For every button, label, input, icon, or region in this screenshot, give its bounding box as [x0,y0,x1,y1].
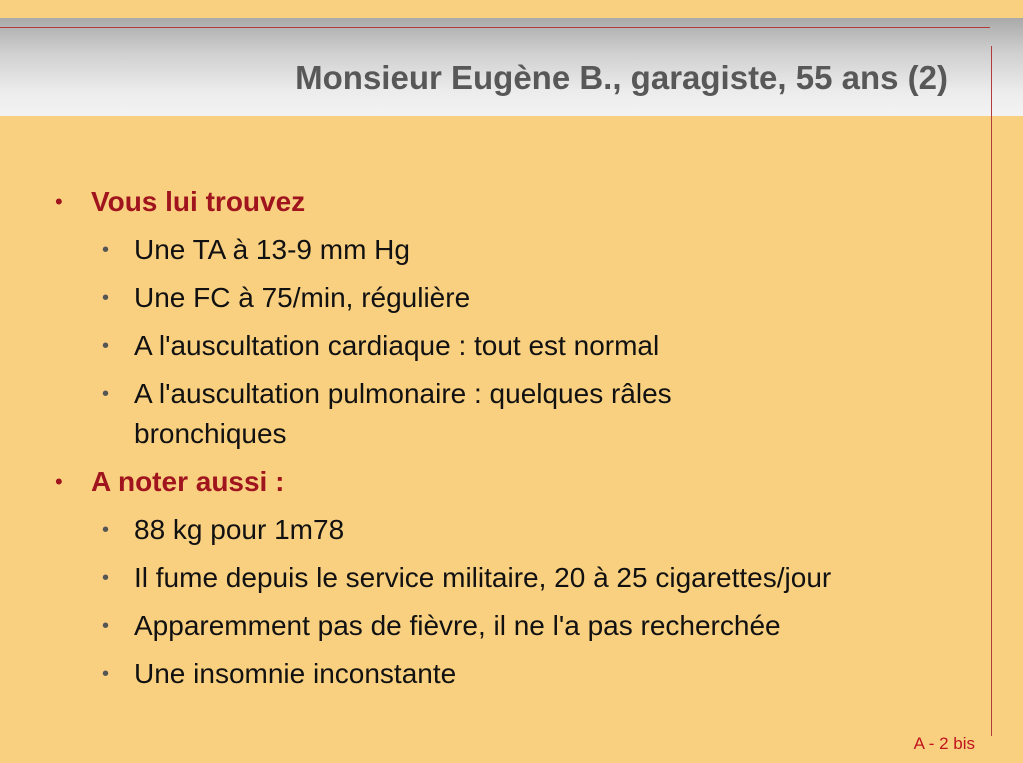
list-item-text: 88 kg pour 1m78 [134,514,345,545]
list-item-text: Une insomnie inconstante [134,658,457,689]
top-strip [0,0,1023,18]
bullet-dot-icon: • [102,567,110,589]
section-heading [0,458,990,506]
list-item-text: Une TA à 13-9 mm Hg [134,234,410,265]
bullet-dot-icon: • [102,663,110,685]
slide-content [0,178,990,698]
list-item [0,554,990,602]
list-item [0,226,990,274]
slide-title: Monsieur Eugène B., garagiste, 55 ans (2) [295,59,948,96]
section-heading [0,178,990,226]
slide-footer-label: A - 2 bis [913,734,975,753]
list-item-text: Apparemment pas de fièvre, il ne l'a pas recherchée [134,610,781,641]
list-item [0,322,990,370]
section-heading-text: A noter aussi : [91,466,285,497]
bullet-dot-icon: • [55,189,63,214]
title-divider [0,27,990,28]
list-item-text: Il fume depuis le service militaire, 20 à 25 cigarettes/jour [134,562,832,593]
bullet-dot-icon: • [102,519,110,541]
bullet-dot-icon: • [55,469,63,494]
list-item [0,650,990,698]
bullet-dot-icon: • [102,335,110,357]
list-item-text: A l'auscultation pulmonaire : quelques râles bronchiques [134,378,672,449]
section-heading-text: Vous lui trouvez [91,186,306,217]
right-divider [991,46,992,736]
list-item [0,602,990,650]
list-item [0,274,990,322]
list-item-text: A l'auscultation cardiaque : tout est normal [134,330,660,361]
list-item [0,370,794,458]
bullet-dot-icon: • [102,287,110,309]
bullet-dot-icon: • [102,239,110,261]
bullet-dot-icon: • [102,383,110,405]
list-item-text: Une FC à 75/min, régulière [134,282,471,313]
bullet-dot-icon: • [102,615,110,637]
list-item [0,506,990,554]
